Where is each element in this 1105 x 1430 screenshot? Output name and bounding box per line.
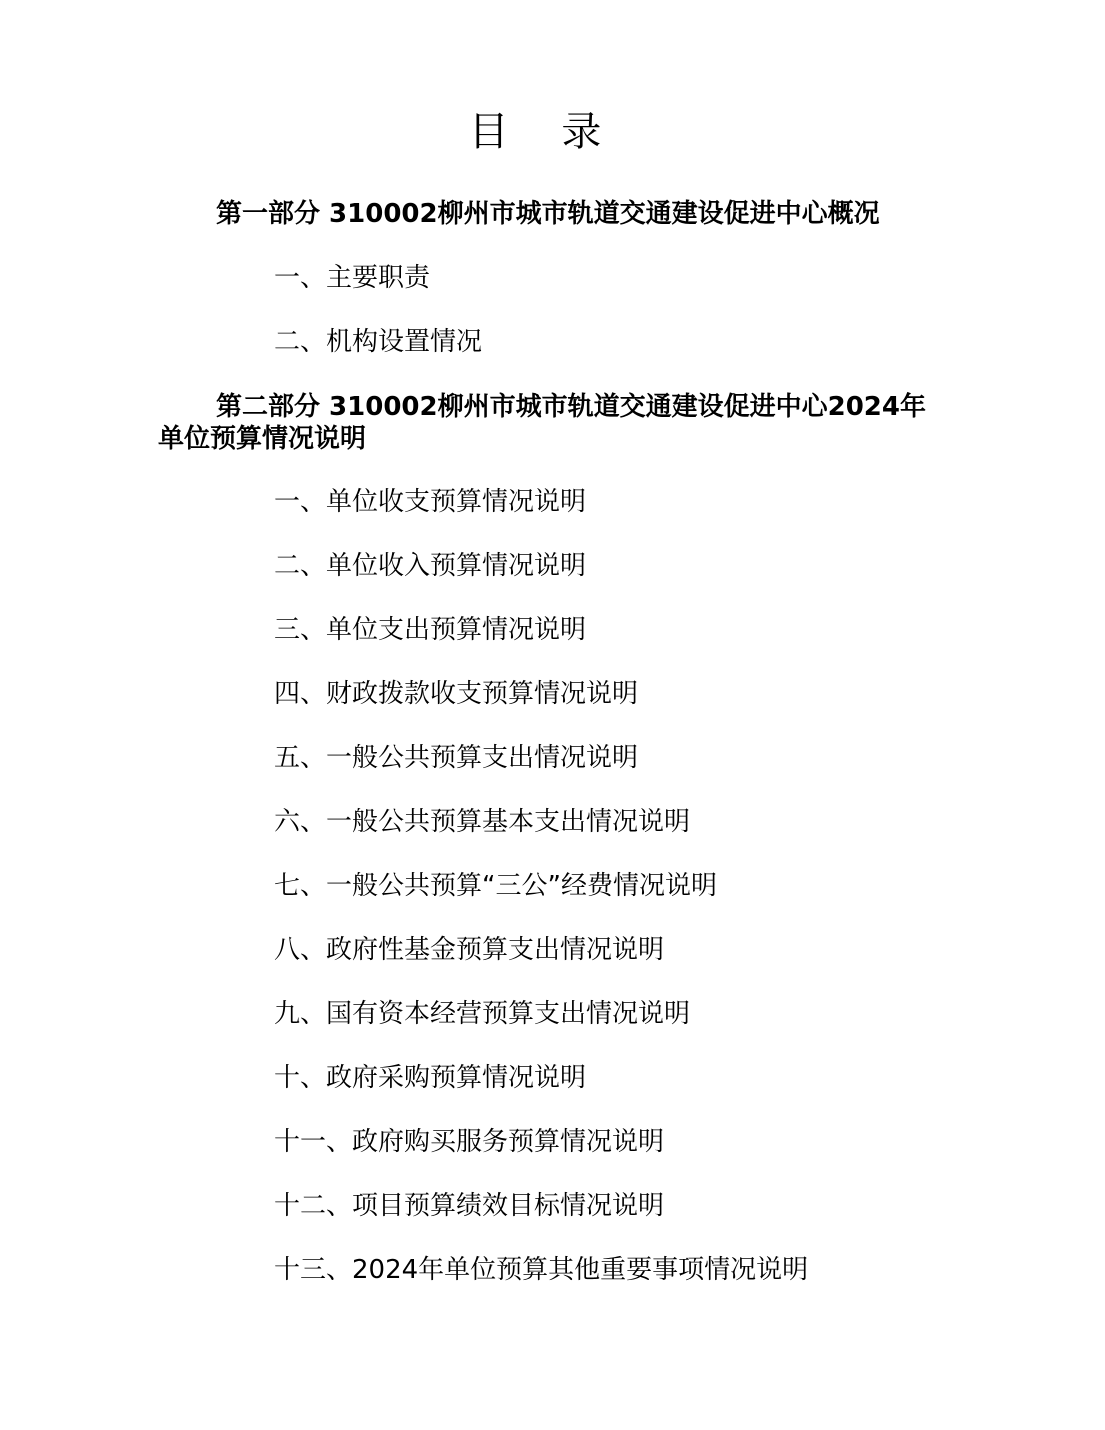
toc-item: 二、机构设置情况 bbox=[274, 327, 483, 357]
part1-heading: 第一部分 310002柳州市城市轨道交通建设促进中心概况 bbox=[216, 199, 880, 229]
toc-item: 六、一般公共预算基本支出情况说明 bbox=[274, 807, 691, 837]
toc-item: 十、政府采购预算情况说明 bbox=[274, 1063, 587, 1093]
toc-item: 八、政府性基金预算支出情况说明 bbox=[274, 935, 665, 965]
toc-item: 一、单位收支预算情况说明 bbox=[274, 487, 587, 517]
part2-heading: 第二部分 310002柳州市城市轨道交通建设促进中心2024年单位预算情况说明 bbox=[158, 392, 926, 454]
toc-item: 四、财政拨款收支预算情况说明 bbox=[274, 679, 639, 709]
toc-item: 九、国有资本经营预算支出情况说明 bbox=[274, 999, 691, 1029]
toc-item: 一、主要职责 bbox=[274, 263, 431, 293]
toc-item: 五、一般公共预算支出情况说明 bbox=[274, 743, 639, 773]
toc-item: 十三、2024年单位预算其他重要事项情况说明 bbox=[274, 1255, 809, 1285]
toc-item: 十二、项目预算绩效目标情况说明 bbox=[274, 1191, 665, 1221]
toc-item: 二、单位收入预算情况说明 bbox=[274, 551, 587, 581]
toc-item: 七、一般公共预算“三公”经费情况说明 bbox=[274, 871, 717, 901]
page-title: 目 录 bbox=[468, 109, 622, 155]
toc-item: 十一、政府购买服务预算情况说明 bbox=[274, 1127, 665, 1157]
toc-item: 三、单位支出预算情况说明 bbox=[274, 615, 587, 645]
